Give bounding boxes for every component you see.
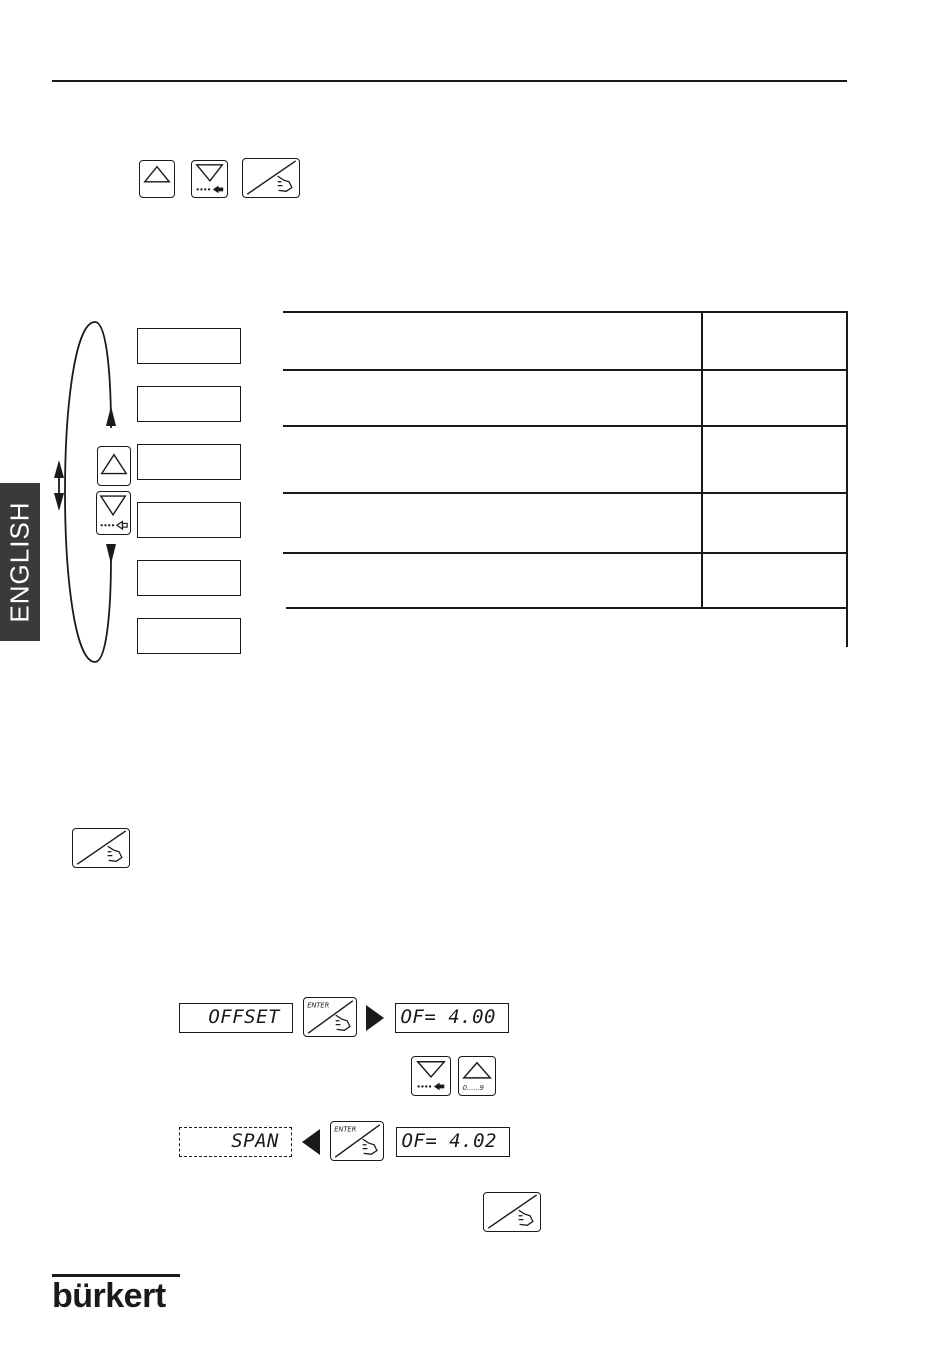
arrow-left-icon (300, 1127, 322, 1157)
table-rule (283, 311, 848, 313)
enter-hand-icon (73, 829, 129, 867)
table-rule (283, 369, 848, 371)
loop-down-key[interactable] (96, 491, 131, 535)
enter-key-standalone[interactable] (72, 828, 130, 868)
enter-hand-icon (243, 159, 299, 197)
enter-hand-icon (304, 998, 356, 1036)
down-triangle-cursor-icon (97, 492, 130, 534)
table-column-rule (701, 311, 703, 608)
menu-box-4 (137, 502, 241, 538)
menu-box-5 (137, 560, 241, 596)
up-triangle-digits-icon (459, 1057, 495, 1095)
table-rule (283, 492, 848, 494)
table-right-rule (846, 311, 848, 647)
logo-wordmark: bürkert (52, 1277, 166, 1315)
down-key[interactable] (191, 160, 228, 198)
enter-key-final[interactable] (483, 1192, 541, 1232)
enter-hand-icon (484, 1193, 540, 1231)
burkert-logo (52, 1274, 182, 1313)
enter-key-caption: ENTER (334, 1125, 357, 1134)
arrow-right-icon (364, 1003, 386, 1033)
display-span: SPAN (179, 1127, 292, 1157)
table-rule (283, 552, 848, 554)
down-key-small[interactable] (411, 1056, 451, 1096)
up-triangle-icon (98, 447, 130, 485)
up-triangle-icon (140, 161, 174, 197)
digits-key-caption: 0......9 (462, 1084, 484, 1093)
language-tab (0, 483, 40, 641)
menu-box-1 (137, 328, 241, 364)
enter-key-labeled[interactable] (303, 997, 357, 1037)
display-offset-new-value: OF= 4.02 (396, 1127, 510, 1157)
down-triangle-cursor-icon (412, 1057, 450, 1095)
up-key[interactable] (139, 160, 175, 198)
up-digit-key[interactable] (458, 1056, 496, 1096)
enter-key-caption: ENTER (307, 1001, 330, 1010)
header-rule (52, 80, 847, 82)
menu-box-6 (137, 618, 241, 654)
enter-key-labeled-2[interactable] (330, 1121, 384, 1161)
enter-hand-icon (331, 1122, 383, 1160)
language-tab-label: ENGLISH (4, 501, 35, 623)
down-triangle-cursor-icon (192, 161, 227, 197)
display-offset: OFFSET (179, 1003, 293, 1033)
enter-key[interactable] (242, 158, 300, 198)
menu-box-3 (137, 444, 241, 480)
loop-up-key[interactable] (97, 446, 131, 486)
menu-box-2 (137, 386, 241, 422)
table-rule (283, 425, 848, 427)
table-rule (286, 607, 848, 609)
display-offset-value: OF= 4.00 (395, 1003, 509, 1033)
